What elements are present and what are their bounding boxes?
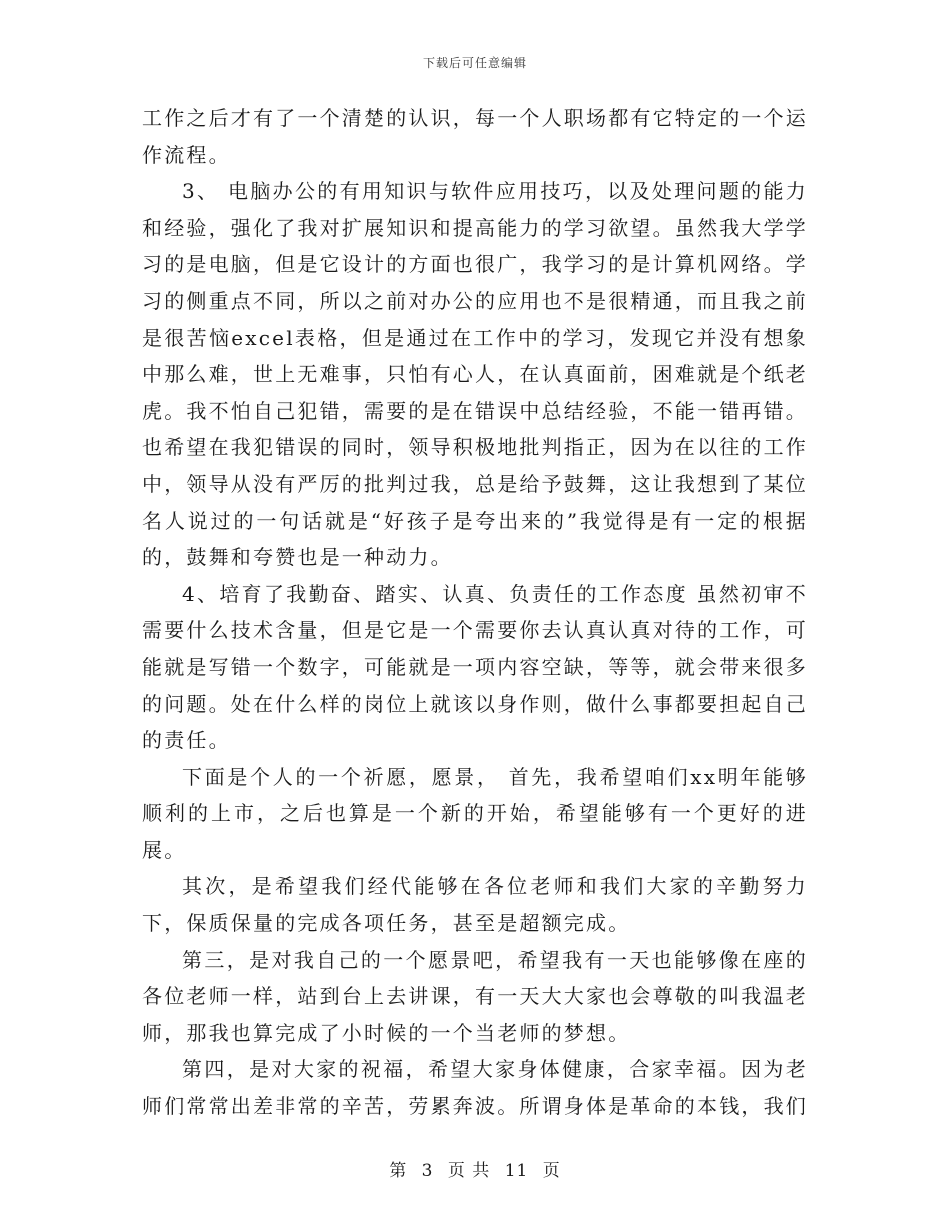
footer-total-pages: 11 (504, 1161, 529, 1181)
footer-middle: 页 共 (447, 1161, 491, 1181)
paragraph-wish-second: 其次，是希望我们经代能够在各位老师和我们大家的辛勤努力下，保质保量的完成各项任务，甚至是超额完成。 (142, 874, 808, 936)
footer-current-page: 3 (421, 1161, 434, 1181)
paragraph-continued: 工作之后才有了一个清楚的认识，每一个人职场都有它特定的一个运作流程。 (142, 106, 808, 167)
paragraph-wish-fourth: 第四，是对大家的祝福，希望大家身体健康，合家幸福。因为老师们常常出差非常的辛苦，劳累奔波。所谓身体是革命的本钱，我们 (142, 1057, 808, 1119)
paragraph-item-3: 3、 电脑办公的有用知识与软件应用技巧，以及处理问题的能力和经验，强化了我对扩展知识和提高能力的学习欲望。虽然我大学学习的是电脑，但是它设计的方面也很广，我学习的是计算机网络。学习的侧重点不同，所以之前对办公的应用也不是很精通，而且我之前是很苦恼excel表格，但是通过在工作中的学习，发现它并没有想象中那么难，世上无难事，只怕有心人，在认真面前，困难就是个纸老虎。我不怕自己犯错，需要的是在错误中总结经验，不能一错再错。也希望在我犯错误的同时，领导积极地批判指正，因为在以往的工作中，领导从没有严厉的批判过我，总是给予鼓舞，这让我想到了某位名人说过的一句话就是“好孩子是夸出来的”我觉得是有一定的根据的，鼓舞和夸赞也是一种动力。 (142, 179, 808, 570)
document-body (142, 100, 808, 1125)
footer-prefix: 第 (389, 1161, 408, 1181)
footer-suffix: 页 (542, 1161, 561, 1181)
page-footer (0, 1156, 950, 1181)
paragraph-item-4: 4、培育了我勤奋、踏实、认真、负责任的工作态度 虽然初审不需要什么技术含量，但是它是一个需要你去认真认真对待的工作，可能就是写错一个数字，可能就是一项内容空缺，等等，就会带来很多的问题。处在什么样的岗位上就该以身作则，做什么事都要担起自己的责任。 (142, 581, 808, 753)
paragraph-wishes-intro: 下面是个人的一个祈愿，愿景， 首先，我希望咱们xx明年能够顺利的上市，之后也算是一个新的开始，希望能够有一个更好的进展。 (142, 764, 808, 862)
page-header-note: 下载后可任意编辑 (422, 56, 527, 70)
paragraph-wish-third: 第三，是对我自己的一个愿景吧，希望我有一天也能够像在座的各位老师一样，站到台上去讲课，有一天大大家也会尊敬的叫我温老师，那我也算完成了小时候的一个当老师的梦想。 (142, 947, 808, 1045)
